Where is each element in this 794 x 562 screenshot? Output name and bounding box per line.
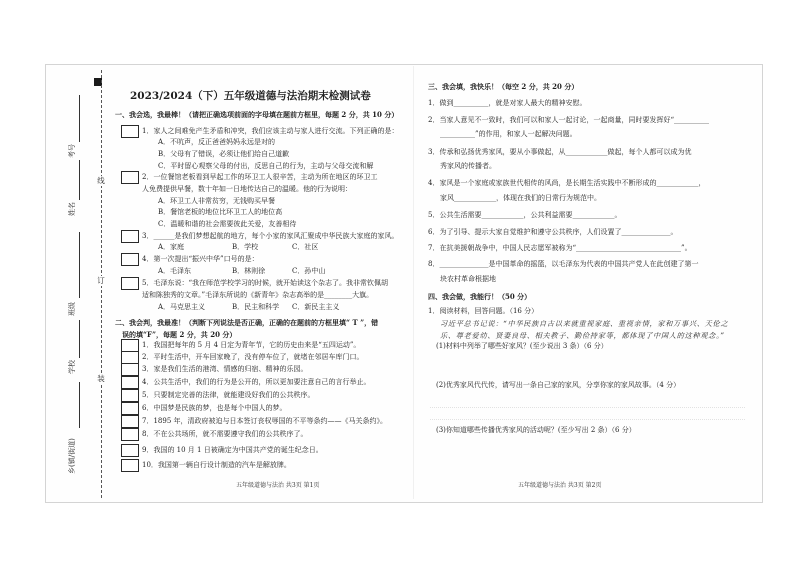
fill-1-text: 1．做到__________，就是对家人最大的精神安慰。 xyxy=(428,99,587,107)
choice-1-text: 1．家人之间难免产生矛盾和冲突，我们应该主动与家人进行交流。下列正确的是： xyxy=(142,127,399,135)
fill-2-text: __________”的作用，和家人一起解决问题。 xyxy=(440,130,577,138)
choice-4-text: 4．第一次提出“振兴中华”口号的是： xyxy=(142,255,259,263)
answer-box-judge-6 xyxy=(121,402,139,415)
choice-5-option-c: C．新民主主义 xyxy=(292,303,340,311)
answer-box-judge-3 xyxy=(121,363,139,376)
choice-4-option-c: C．孙中山 xyxy=(292,267,326,275)
choice-5-option-b: B．民主和科学 xyxy=(232,303,280,311)
answer-box-choice-4 xyxy=(121,253,139,266)
choice-5-option-a: A．马克思主义 xyxy=(158,303,206,311)
fill-3-text: 3．传承和弘扬优秀家风，要从小事做起，从____________做起，每个人都可以成为优 xyxy=(428,148,692,156)
fill-3-text: 秀家风的传播者。 xyxy=(440,162,496,170)
answer-box-judge-4 xyxy=(121,376,139,389)
sub-question-3: (3)你知道哪些传播优秀家风的活动呢？(至少写出 2 条）（6 分） xyxy=(436,426,636,434)
field-label-town: 乡(镇/街道) xyxy=(68,438,76,474)
choice-3-option-a: A．家庭 xyxy=(158,243,185,251)
fill-6-text: 6．为了引导、提示大家自觉维护和遵守公共秩序，人们设置了______________。 xyxy=(428,228,678,236)
answer-box-judge-8 xyxy=(121,428,139,441)
exam-title: 2023/2024（下）五年级道德与法治期末检测试卷 xyxy=(130,90,371,102)
field-line-name xyxy=(79,160,80,200)
reading-material: 乐、尊老爱幼、贤妻良母、相夫教子、勤俭持家等，都体现了中国人的这种观念。” xyxy=(440,331,725,340)
choice-3-option-b: B．学校 xyxy=(232,243,259,251)
judge-item-10: 10．我国第一辆自行设计制造的汽车是解放牌。 xyxy=(142,461,291,469)
field-label-class: 班级 xyxy=(68,302,76,316)
fill-7-text: 7．在抗美援朝战争中，中国人民志愿军被称为“______________________________”。 xyxy=(428,244,692,252)
field-line-exam-number xyxy=(79,95,80,142)
choice-4-option-a: A．毛泽东 xyxy=(158,267,192,275)
field-label-exam-number: 考号 xyxy=(68,144,76,158)
judge-item-7: 7．1895 年，清政府被迫与日本签订丧权辱国的不平等条约——《马关条约》。 xyxy=(142,417,387,425)
section-3-heading: 三、我会填，我快乐！（每空 2 分，共 20 分） xyxy=(428,82,579,91)
fill-8-text: 块农村革命根据地 xyxy=(440,275,496,283)
section-4-heading: 四、我会做，我能行！（50 分） xyxy=(428,292,532,301)
choice-3-option-c: C．社区 xyxy=(292,243,319,251)
sub-question-2: (2)优秀家风代代传，请写出一条自己家的家风，分享你家的家风故事。（4 分） xyxy=(436,381,681,389)
seal-char-zhuang: 装 xyxy=(97,374,105,383)
fill-4-text: 4．家风是一个家庭或家族世代相传的风尚，是长期生活实践中不断形成的____________， xyxy=(428,179,706,187)
section-1-heading: 一、我会选，我最棒！（请把正确选项前面的字母填在题前方框里，每题 2 分，共 10 分） xyxy=(115,110,399,119)
reading-question-title: 1．阅读材料，回答问题。（16 分） xyxy=(428,307,539,315)
scan-artifact-line xyxy=(430,407,745,408)
judge-item-4: 4．公共生活中，我们的行为是公开的，所以更加要注意自己的言行举止。 xyxy=(142,378,371,386)
choice-5-text: 适和陈独秀的文章。”毛泽东所说的《新青年》杂志高举的是________大旗。 xyxy=(142,291,374,299)
field-line-school xyxy=(79,320,80,358)
scan-artifact-line xyxy=(430,419,745,420)
field-label-school: 学校 xyxy=(68,360,76,374)
answer-box-choice-1 xyxy=(121,125,139,138)
footer-page-2: 五年级道德与法治 共3页 第2页 xyxy=(518,482,602,489)
fill-2-text: 2．当家人意见不一致时，我们可以和家人一起讨论，一起商量，同时要发挥好“__________ xyxy=(428,116,710,124)
judge-item-6: 6．中国梦是民族的梦，也是每个中国人的梦。 xyxy=(142,404,287,412)
answer-box-judge-9 xyxy=(121,444,139,457)
fill-8-text: 8．______________是中国革命的摇篮，以毛泽东为代表的中国共产党人在此创建了第一 xyxy=(428,260,699,268)
answer-box-judge-10 xyxy=(121,459,139,472)
reading-material: 习近平总书记说：“中华民族自古以来就重视家庭、重视亲情，家和万事兴、天伦之 xyxy=(440,319,729,328)
answer-box-judge-7 xyxy=(121,415,139,428)
fill-5-text: 5．公共生活需要____________，公共利益需要____________。 xyxy=(428,211,622,219)
judge-item-2: 2．平时生活中，开车回家晚了，没有停车位了，就堵在邻居车库门口。 xyxy=(142,353,364,361)
judge-item-3: 3．家是我们生活的港湾、情感的归宿、精神的乐园。 xyxy=(142,365,308,373)
footer-page-1: 五年级道德与法治 共3页 第1页 xyxy=(236,482,320,489)
section-2-heading: 二、我会判，我最准！（判断下列说法是否正确，正确的在题前的方框里填“ T ”，错 xyxy=(115,318,379,327)
choice-5-text: 5．毛泽东说：“我在师范学校学习的时候，就开始读这个杂志了。我非常钦佩胡 xyxy=(142,279,389,287)
choice-3-text: 3．______是我们梦想起航的地方，每个小家的家风汇聚成中华民族大家庭的家风。 xyxy=(142,232,399,240)
seal-char-xian: 线 xyxy=(97,176,105,185)
seal-char-ding: 订 xyxy=(97,276,105,285)
field-line-class xyxy=(79,232,80,298)
answer-box-choice-2 xyxy=(121,171,139,184)
choice-1-option-c: C．平时留心观察父母的付出，反思自己的行为，主动与父母交流和解 xyxy=(158,162,374,170)
field-line-town xyxy=(79,382,80,428)
judge-item-1: 1．我国把每年的 5 月 4 日定为青年节，它的历史由来是“五四运动”。 xyxy=(142,341,361,349)
judge-item-8: 8．不在公共场所，就不需要遵守我们的公共秩序了。 xyxy=(142,430,308,438)
judge-item-5: 5．只要制定完善的法律，就能建设好我们的公共秩序。 xyxy=(142,391,315,399)
answer-box-choice-5 xyxy=(121,277,139,290)
section-2-heading: 误的填“F”，每题 2 分，共 20 分） xyxy=(122,330,237,339)
choice-2-option-c: C．温暖和谐的社会需要彼此关爱，友善相待 xyxy=(158,220,297,228)
choice-4-option-b: B．林则徐 xyxy=(232,267,266,275)
field-label-name: 姓名 xyxy=(68,202,76,216)
page-fold-line xyxy=(413,66,414,499)
judge-item-9: 9．我国的 10 月 1 日被确定为中国共产党的诞生纪念日。 xyxy=(142,446,323,454)
fill-4-text: 家风____________，体现在我们的日常行为规范中。 xyxy=(440,194,601,202)
choice-2-option-a: A．环卫工人非常贫穷，无钱购买早餐 xyxy=(158,197,276,205)
sub-question-1: (1)材料中列举了哪些好家风？(至少说出 3 条）（6 分） xyxy=(436,342,608,350)
choice-2-option-b: B．餐馆老板的地位比环卫工人的地位高 xyxy=(158,208,283,216)
choice-1-option-b: B．父母有了错误，必须让他们给自己道歉 xyxy=(158,150,290,158)
choice-2-text: 人免费提供早餐，数十年如一日地传达自己的温暖。他的行为说明： xyxy=(142,185,352,193)
answer-box-judge-5 xyxy=(121,389,139,402)
choice-2-text: 2．一位餐馆老板看到早起工作的环卫工人很辛苦，主动为所在地区的环卫工 xyxy=(142,173,378,181)
answer-box-choice-3 xyxy=(121,230,139,243)
choice-1-option-a: A．不吭声，反正爸爸妈妈永远是对的 xyxy=(158,138,276,146)
